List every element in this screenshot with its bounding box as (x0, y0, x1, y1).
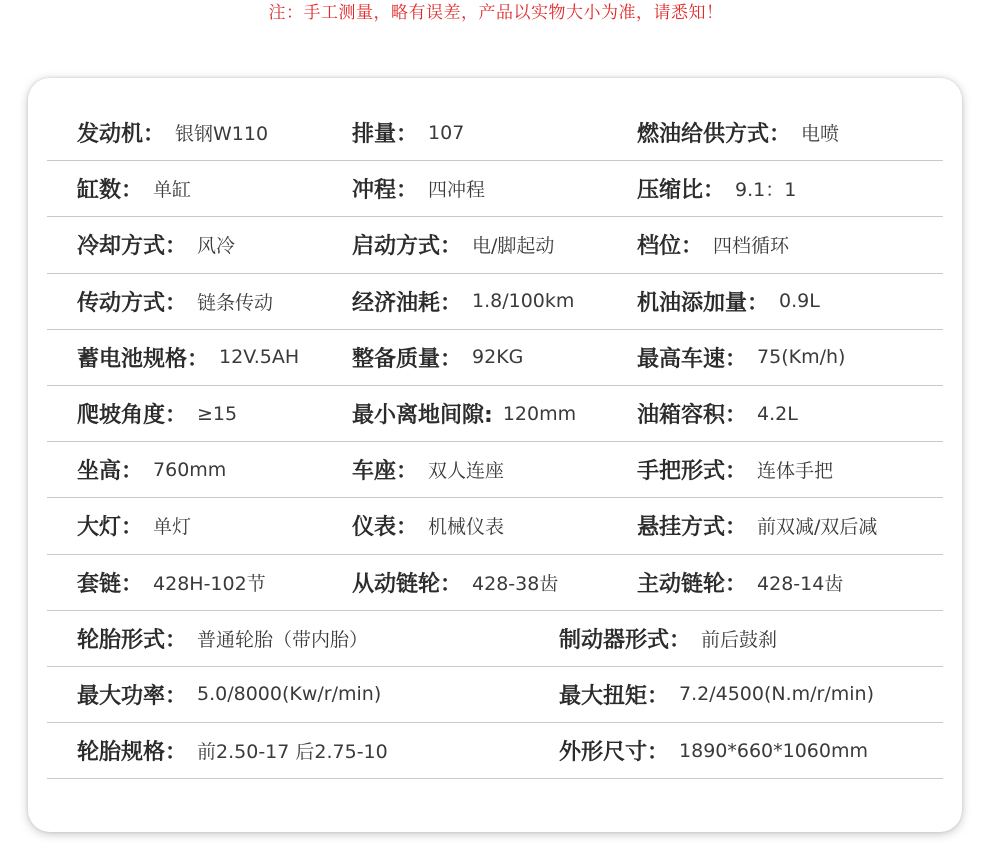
spec-value: 四档循环 (713, 235, 790, 258)
spec-item (77, 330, 299, 385)
spec-label: 悬挂方式： (637, 515, 748, 541)
spec-value: 428-38齿 (472, 572, 559, 595)
spec-label: 外形尺寸： (559, 740, 670, 766)
spec-value: 428H-102节 (153, 572, 266, 595)
spec-label: 仪表： (352, 515, 419, 541)
spec-item (352, 442, 504, 497)
spec-label: 爬坡角度： (77, 403, 188, 429)
spec-row (47, 667, 943, 723)
spec-label: 最高车速： (637, 346, 748, 372)
spec-item (77, 667, 381, 722)
spec-row (47, 105, 943, 161)
spec-item (352, 498, 504, 553)
spec-label: 发动机： (77, 122, 166, 148)
spec-value: 12V.5AH (219, 346, 300, 369)
spec-item (352, 217, 554, 272)
spec-value: 前后鼓刹 (701, 628, 778, 651)
spec-label: 燃油给供方式： (637, 122, 792, 148)
spec-row (47, 723, 943, 779)
spec-item (637, 442, 833, 497)
spec-label: 车座： (352, 459, 419, 485)
spec-item (77, 611, 368, 666)
spec-item (637, 386, 798, 441)
spec-value: 92KG (472, 346, 524, 369)
spec-value: 前2.50-17 后2.75-10 (197, 741, 388, 764)
spec-item (352, 274, 574, 329)
spec-value: 120mm (502, 402, 577, 425)
spec-row (47, 442, 943, 498)
spec-label: 手把形式： (637, 459, 748, 485)
spec-label: 轮胎规格： (77, 740, 188, 766)
spec-label: 冷却方式： (77, 234, 188, 260)
spec-value: 电喷 (801, 123, 840, 146)
spec-value: 4.2L (757, 402, 798, 425)
spec-row (47, 555, 943, 611)
spec-item (77, 498, 191, 553)
spec-label: 启动方式： (352, 234, 463, 260)
spec-value: 1890*660*1060mm (679, 739, 869, 762)
measurement-notice: 注：手工测量，略有误差，产品以实物大小为准，请悉知！ (268, 3, 724, 23)
spec-item (77, 555, 266, 610)
spec-value: 75(Km/h) (757, 346, 846, 369)
spec-item (559, 723, 868, 778)
spec-label: 最大扭矩： (559, 683, 670, 709)
spec-row (47, 330, 943, 386)
spec-value: 连体手把 (757, 460, 834, 483)
spec-label: 冲程： (352, 178, 419, 204)
spec-value: 428-14齿 (757, 572, 844, 595)
spec-value: 电/脚起动 (472, 235, 555, 258)
spec-item (559, 611, 777, 666)
spec-value: 双人连座 (428, 460, 505, 483)
spec-label: 最小离地间隙: (352, 403, 493, 429)
spec-label: 排量： (352, 122, 419, 148)
spec-label: 机油添加量： (637, 290, 770, 316)
spec-value: 链条传动 (197, 291, 274, 314)
spec-item (637, 217, 789, 272)
spec-card (28, 78, 962, 832)
spec-item (77, 217, 235, 272)
spec-item (77, 105, 268, 160)
spec-item (77, 161, 191, 216)
spec-item (637, 498, 877, 553)
spec-item (77, 723, 388, 778)
spec-item (77, 386, 237, 441)
spec-item (352, 161, 485, 216)
spec-label: 整备质量： (352, 346, 463, 372)
spec-value: 单缸 (153, 179, 192, 202)
spec-value: 9.1：1 (735, 179, 797, 202)
spec-item (637, 555, 843, 610)
spec-item (352, 555, 558, 610)
spec-value: ≥15 (197, 402, 238, 425)
spec-label: 压缩比： (637, 178, 726, 204)
spec-value: 机械仪表 (428, 516, 505, 539)
spec-label: 最大功率： (77, 683, 188, 709)
spec-label: 蓄电池规格： (77, 346, 210, 372)
spec-item (637, 274, 820, 329)
spec-value: 四冲程 (428, 179, 486, 202)
spec-value: 风冷 (197, 235, 236, 258)
spec-row (47, 498, 943, 554)
spec-table (47, 105, 943, 779)
spec-value: 普通轮胎（带内胎） (197, 628, 369, 651)
spec-row (47, 274, 943, 330)
spec-label: 大灯： (77, 515, 144, 541)
spec-label: 主动链轮： (637, 571, 748, 597)
spec-label: 档位： (637, 234, 704, 260)
spec-label: 经济油耗： (352, 290, 463, 316)
spec-row (47, 217, 943, 273)
spec-item (559, 667, 874, 722)
spec-label: 缸数： (77, 178, 144, 204)
spec-item (637, 161, 796, 216)
spec-value: 单灯 (153, 516, 192, 539)
spec-value: 760mm (153, 458, 227, 481)
spec-item (637, 330, 845, 385)
spec-value: 107 (428, 121, 465, 144)
spec-value: 7.2/4500(N.m/r/min) (679, 683, 875, 706)
spec-item (77, 274, 273, 329)
spec-value: 5.0/8000(Kw/r/min) (197, 683, 382, 706)
spec-label: 轮胎形式： (77, 627, 188, 653)
spec-row (47, 611, 943, 667)
spec-label: 套链： (77, 571, 144, 597)
spec-value: 前双减/双后减 (757, 516, 878, 539)
spec-item (352, 386, 576, 441)
spec-label: 制动器形式： (559, 627, 692, 653)
spec-row (47, 161, 943, 217)
spec-label: 从动链轮： (352, 571, 463, 597)
spec-value: 1.8/100km (472, 290, 575, 313)
spec-item (637, 105, 839, 160)
spec-value: 银钢W110 (175, 123, 269, 146)
spec-row (47, 386, 943, 442)
spec-label: 油箱容积： (637, 403, 748, 429)
spec-item (77, 442, 226, 497)
spec-item (352, 330, 523, 385)
spec-label: 坐高： (77, 459, 144, 485)
spec-item (352, 105, 464, 160)
spec-value: 0.9L (779, 290, 820, 313)
spec-label: 传动方式： (77, 290, 188, 316)
